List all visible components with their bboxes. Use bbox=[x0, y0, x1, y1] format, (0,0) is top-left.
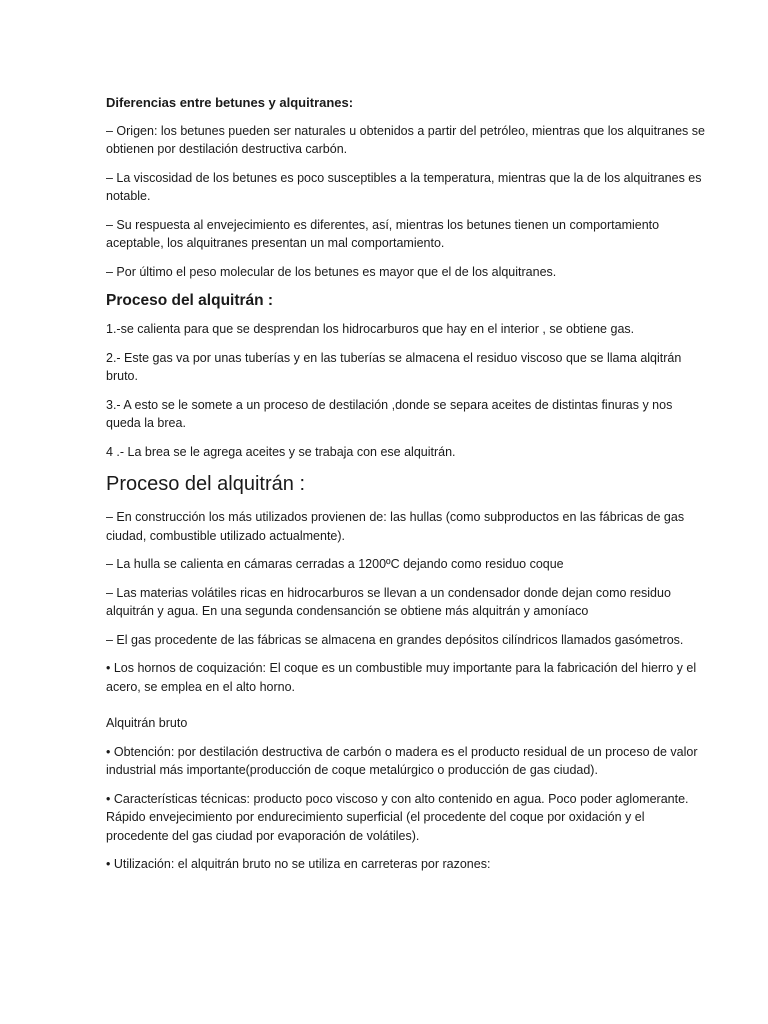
process-item: – El gas procedente de las fábricas se almacena en grandes depósitos cilíndricos llamados gasómetros. bbox=[106, 632, 684, 647]
bullet-item: • Utilización: el alquitrán bruto no se utiliza en carreteras por razones: bbox=[106, 857, 491, 871]
difference-item: – Por último el peso molecular de los betunes es mayor que el de los alquitranes. bbox=[106, 264, 557, 279]
process-step: 3.- A esto se le somete a un proceso de destilación ,donde se separa aceites de distintas finuras y nos queda la brea. bbox=[106, 397, 673, 430]
process-step: 2.- Este gas va por unas tuberías y en las tuberías se almacena el residuo viscoso que se llama alqitrán bruto. bbox=[106, 350, 682, 383]
section-heading: Proceso del alquitrán : bbox=[106, 292, 274, 309]
process-item: • Los hornos de coquización: El coque es un combustible muy importante para la fabricación del hierro y el acero, se emplea en el alto horno. bbox=[106, 661, 697, 694]
bullet-item: • Características técnicas: producto poco viscoso y con alto contenido en agua. Poco poder aglomerante. Rápido envejecimiento por endurecimiento superficial (el procedente del coque por oxidación y el procedente del gas ciudad por evaporación de volátiles). bbox=[106, 791, 689, 843]
process-step: 4 .- La brea se le agrega aceites y se trabaja con ese alquitrán. bbox=[106, 444, 456, 459]
subsection-heading: Alquitrán bruto bbox=[106, 716, 188, 730]
difference-item: – Su respuesta al envejecimiento es diferentes, así, mientras los betunes tienen un comportamiento aceptable, los alquitranes presentan un mal comportamiento. bbox=[106, 217, 660, 250]
document-title: Diferencias entre betunes y alquitranes: bbox=[106, 95, 354, 110]
process-step: 1.-se calienta para que se desprendan los hidrocarburos que hay en el interior , se obtiene gas. bbox=[106, 322, 635, 336]
process-item: – En construcción los más utilizados provienen de: las hullas (como subproductos en las fábricas de gas ciudad, combustible utilizado actualmente). bbox=[106, 510, 685, 543]
section-heading-large: Proceso del alquitrán : bbox=[106, 473, 306, 495]
process-item: – Las materias volátiles ricas en hidrocarburos se llevan a un condensador donde dejan como residuo alquitrán y agua. En una segunda condensanción se obtiene más alquitrán y amoníaco bbox=[106, 585, 671, 618]
bullet-item: • Obtención: por destilación destructiva de carbón o madera es el producto residual de un proceso de valor industrial más importante(producción de coque metalúrgico o producción de gas ciudad). bbox=[106, 744, 698, 777]
process-item: – La hulla se calienta en cámaras cerradas a 1200ºC dejando como residuo coque bbox=[106, 557, 564, 571]
difference-item: – Origen: los betunes pueden ser naturales u obtenidos a partir del petróleo, mientras que los alquitranes se obtienen por destilación destructiva carbón. bbox=[106, 123, 705, 156]
difference-item: – La viscosidad de los betunes es poco susceptibles a la temperatura, mientras que la de los alquitranes es notable. bbox=[106, 170, 702, 203]
